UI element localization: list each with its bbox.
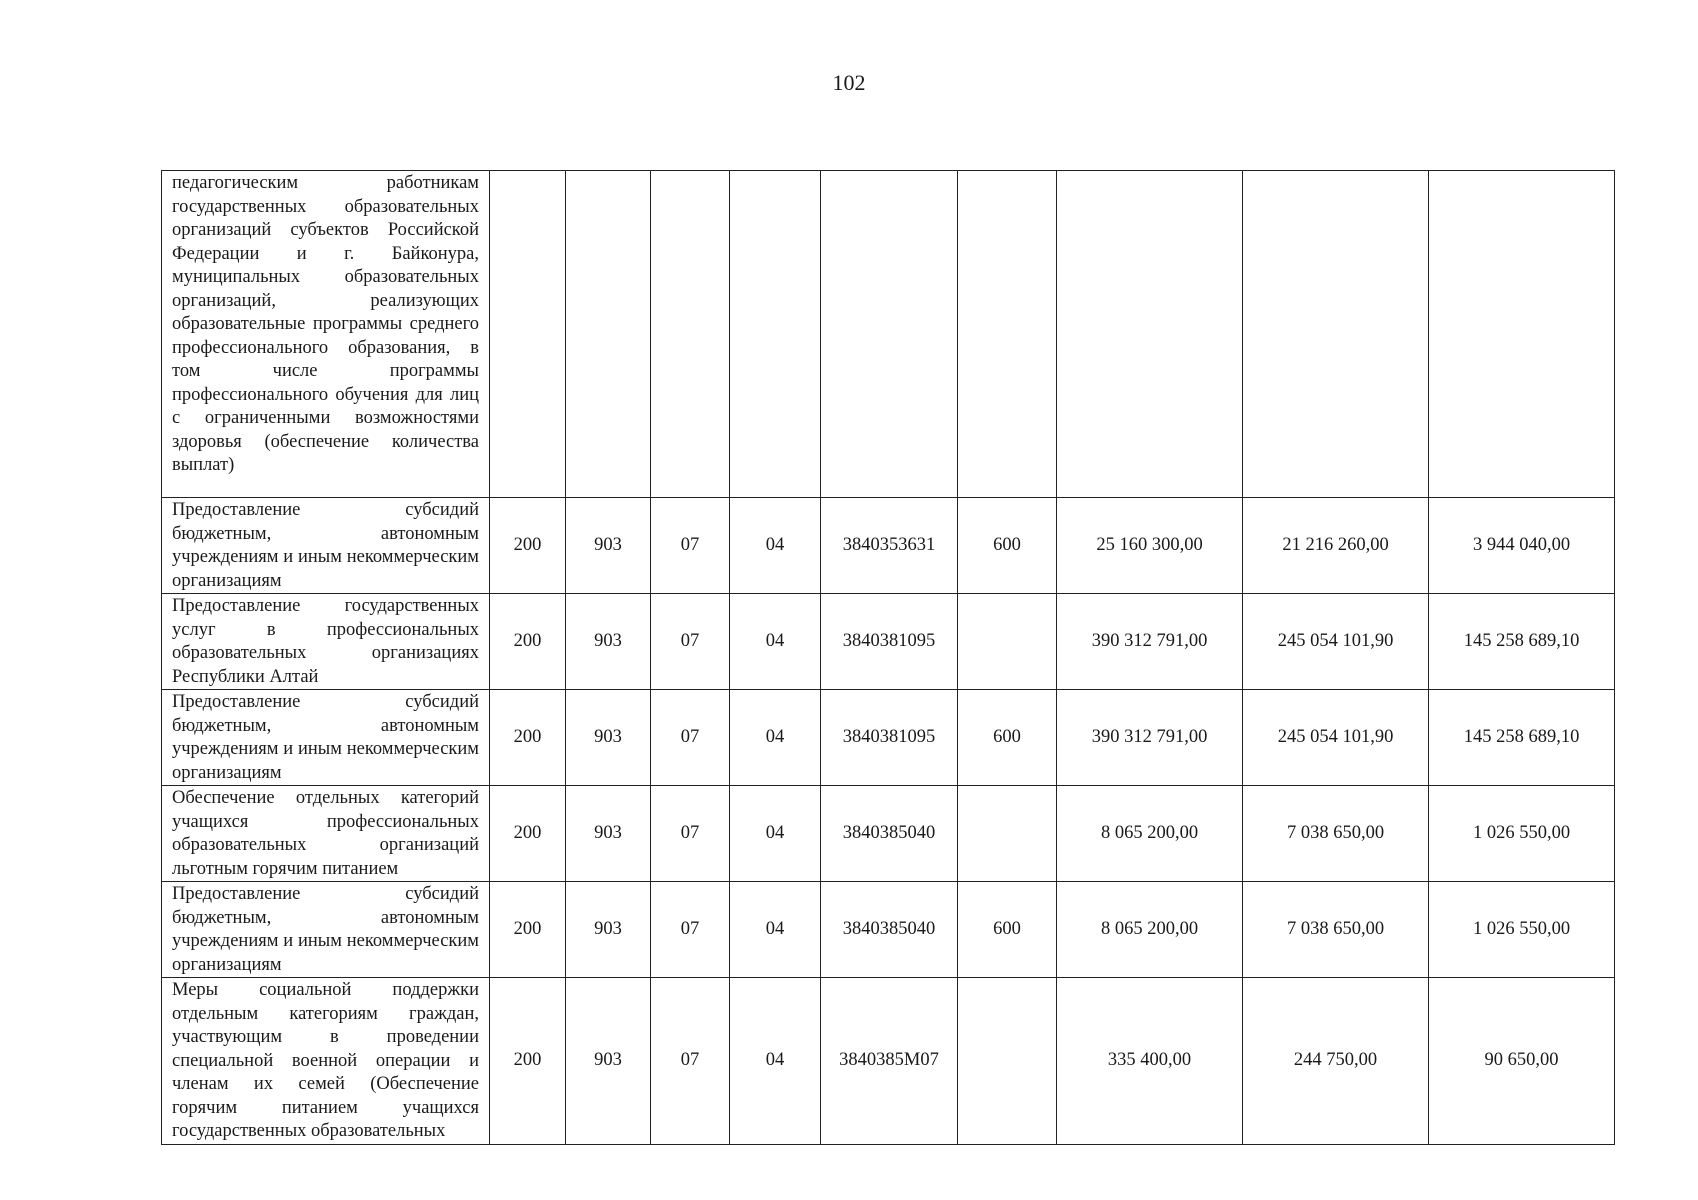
cell-col9: 145 258 689,10 bbox=[1429, 594, 1615, 690]
row-description: Предоставление государственных услуг в профессиональных образовательных организациях Республики Алтай bbox=[162, 594, 490, 690]
cell-col6: 600 bbox=[958, 690, 1057, 786]
cell-col2: 903 bbox=[566, 978, 651, 1145]
cell-col7: 25 160 300,00 bbox=[1057, 498, 1243, 594]
table-row bbox=[162, 690, 1615, 786]
cell-col5: 3840385040 bbox=[821, 882, 958, 978]
table-row bbox=[162, 786, 1615, 882]
row-description: педагогическим работникам государственных образовательных организаций субъектов Российской Федерации и г. Байконура, муниципальных образовательных организаций, реализующих образовательные программы среднего профессионального образования, в том числе программы профессионального обучения для лиц с ограниченными возможностями здоровья (обеспечение количества выплат) bbox=[162, 171, 490, 498]
row-description: Меры социальной поддержки отдельным категориям граждан, участвующим в проведении специальной военной операции и членам их семей (Обеспечение горячим питанием учащихся государственных образовательных bbox=[162, 978, 490, 1145]
table-row bbox=[162, 171, 1615, 498]
budget-table bbox=[161, 170, 1615, 1145]
cell-col3: 07 bbox=[651, 786, 730, 882]
cell-col4: 04 bbox=[730, 978, 821, 1145]
page-number: 102 bbox=[832, 70, 866, 95]
cell-col4: 04 bbox=[730, 594, 821, 690]
cell-col3: 07 bbox=[651, 882, 730, 978]
cell-col3: 07 bbox=[651, 594, 730, 690]
cell-col3: 07 bbox=[651, 690, 730, 786]
cell-col4: 04 bbox=[730, 882, 821, 978]
cell-col1 bbox=[490, 171, 566, 498]
cell-col8: 245 054 101,90 bbox=[1243, 594, 1429, 690]
table-row bbox=[162, 498, 1615, 594]
row-description: Предоставление субсидий бюджетным, автономным учреждениям и иным некоммерческим организациям bbox=[162, 498, 490, 594]
cell-col2 bbox=[566, 171, 651, 498]
cell-col1: 200 bbox=[490, 978, 566, 1145]
cell-col6 bbox=[958, 594, 1057, 690]
cell-col1: 200 bbox=[490, 498, 566, 594]
cell-col1: 200 bbox=[490, 882, 566, 978]
cell-col4: 04 bbox=[730, 690, 821, 786]
cell-col2: 903 bbox=[566, 786, 651, 882]
cell-col8: 21 216 260,00 bbox=[1243, 498, 1429, 594]
row-description: Обеспечение отдельных категорий учащихся профессиональных образовательных организаций льготным горячим питанием bbox=[162, 786, 490, 882]
table-row bbox=[162, 978, 1615, 1145]
cell-col8: 7 038 650,00 bbox=[1243, 786, 1429, 882]
row-description: Предоставление субсидий бюджетным, автономным учреждениям и иным некоммерческим организациям bbox=[162, 690, 490, 786]
cell-col9: 90 650,00 bbox=[1429, 978, 1615, 1145]
cell-col7: 390 312 791,00 bbox=[1057, 690, 1243, 786]
table-row bbox=[162, 594, 1615, 690]
cell-col1: 200 bbox=[490, 594, 566, 690]
cell-col4 bbox=[730, 171, 821, 498]
cell-col5 bbox=[821, 171, 958, 498]
cell-col7: 8 065 200,00 bbox=[1057, 786, 1243, 882]
cell-col2: 903 bbox=[566, 882, 651, 978]
cell-col2: 903 bbox=[566, 594, 651, 690]
cell-col4: 04 bbox=[730, 498, 821, 594]
cell-col3 bbox=[651, 171, 730, 498]
table-row bbox=[162, 882, 1615, 978]
cell-col3: 07 bbox=[651, 978, 730, 1145]
cell-col8: 7 038 650,00 bbox=[1243, 882, 1429, 978]
cell-col6: 600 bbox=[958, 882, 1057, 978]
cell-col9 bbox=[1429, 171, 1615, 498]
cell-col5: 3840381095 bbox=[821, 594, 958, 690]
cell-col6 bbox=[958, 786, 1057, 882]
cell-col6 bbox=[958, 978, 1057, 1145]
cell-col7: 335 400,00 bbox=[1057, 978, 1243, 1145]
cell-col5: 3840381095 bbox=[821, 690, 958, 786]
cell-col8: 244 750,00 bbox=[1243, 978, 1429, 1145]
cell-col2: 903 bbox=[566, 498, 651, 594]
cell-col2: 903 bbox=[566, 690, 651, 786]
cell-col5: 3840353631 bbox=[821, 498, 958, 594]
cell-col6: 600 bbox=[958, 498, 1057, 594]
cell-col1: 200 bbox=[490, 786, 566, 882]
cell-col5: 3840385040 bbox=[821, 786, 958, 882]
cell-col6 bbox=[958, 171, 1057, 498]
cell-col7: 390 312 791,00 bbox=[1057, 594, 1243, 690]
cell-col7: 8 065 200,00 bbox=[1057, 882, 1243, 978]
cell-col8: 245 054 101,90 bbox=[1243, 690, 1429, 786]
cell-col4: 04 bbox=[730, 786, 821, 882]
cell-col9: 145 258 689,10 bbox=[1429, 690, 1615, 786]
cell-col3: 07 bbox=[651, 498, 730, 594]
cell-col1: 200 bbox=[490, 690, 566, 786]
cell-col7 bbox=[1057, 171, 1243, 498]
row-description: Предоставление субсидий бюджетным, автономным учреждениям и иным некоммерческим организациям bbox=[162, 882, 490, 978]
cell-col9: 1 026 550,00 bbox=[1429, 786, 1615, 882]
cell-col5: 3840385М07 bbox=[821, 978, 958, 1145]
cell-col9: 3 944 040,00 bbox=[1429, 498, 1615, 594]
cell-col9: 1 026 550,00 bbox=[1429, 882, 1615, 978]
cell-col8 bbox=[1243, 171, 1429, 498]
